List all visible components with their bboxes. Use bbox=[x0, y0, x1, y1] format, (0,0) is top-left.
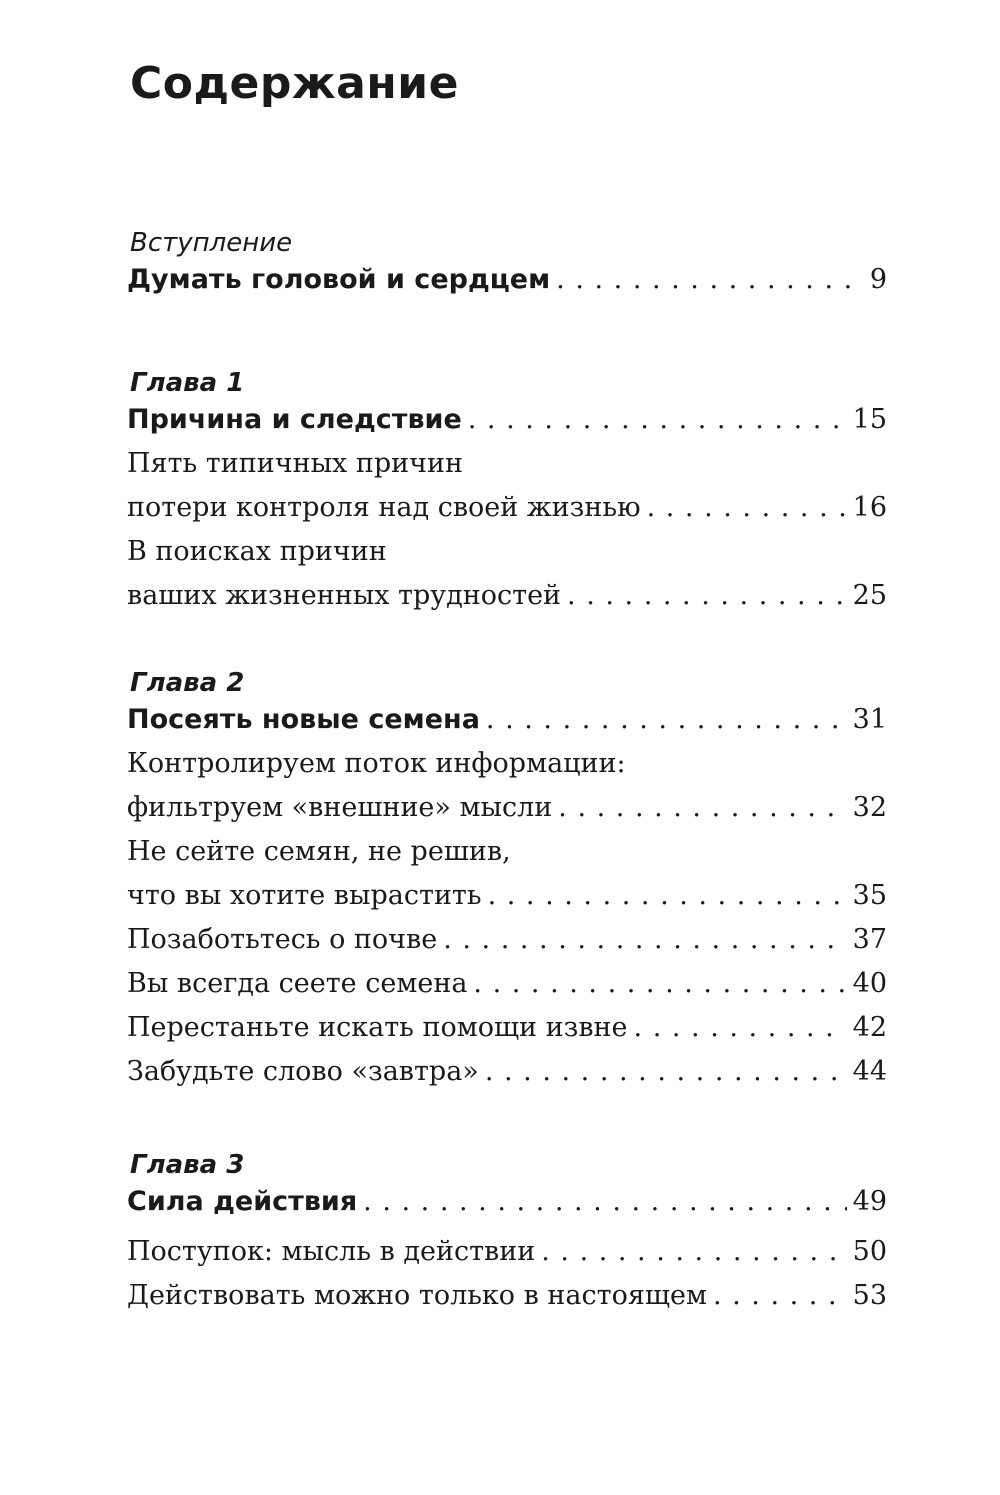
dot-leader bbox=[468, 404, 847, 435]
entry-title: Причина и следствие bbox=[127, 404, 462, 435]
dot-leader bbox=[541, 1236, 846, 1267]
page-number: 15 bbox=[852, 404, 887, 435]
toc-entry[interactable] bbox=[127, 924, 887, 955]
page-number: 44 bbox=[852, 1056, 887, 1087]
page-number: 42 bbox=[852, 1012, 887, 1043]
page-number: 35 bbox=[852, 880, 887, 911]
page-number: 25 bbox=[852, 580, 887, 611]
toc-entry[interactable] bbox=[127, 880, 887, 911]
entry-title: Поступок: мысль в действии bbox=[127, 1236, 536, 1267]
dot-leader bbox=[567, 580, 847, 611]
entry-title: Позаботьтесь о почве bbox=[127, 924, 438, 955]
dot-leader bbox=[634, 1012, 847, 1043]
toc-entry[interactable] bbox=[127, 580, 887, 611]
toc-entry[interactable] bbox=[127, 1280, 887, 1311]
entry-title: Думать головой и сердцем bbox=[127, 264, 551, 295]
page-title: Содержание bbox=[130, 58, 459, 109]
dot-leader bbox=[488, 880, 847, 911]
toc-entry[interactable] bbox=[127, 1056, 887, 1087]
entry-title: Посеять новые семена bbox=[127, 704, 480, 735]
entry-title: ваших жизненных трудностей bbox=[127, 580, 562, 611]
entry-title: Перестаньте искать помощи извне bbox=[127, 1012, 628, 1043]
page-number: 9 bbox=[869, 264, 887, 295]
section-heading[interactable] bbox=[127, 704, 887, 735]
entry-title: фильтруем «внешние» мысли bbox=[127, 792, 553, 823]
entry-line: Пять типичных причин bbox=[127, 448, 463, 479]
section-heading[interactable] bbox=[127, 404, 887, 435]
entry-line: В поисках причин bbox=[127, 536, 387, 567]
entry-title: Забудьте слово «завтра» bbox=[127, 1056, 479, 1087]
entry-title: Вы всегда сеете семена bbox=[127, 968, 468, 999]
dot-leader bbox=[485, 1056, 847, 1087]
toc-entry[interactable] bbox=[127, 492, 887, 523]
dot-leader bbox=[363, 1186, 846, 1217]
page-number: 37 bbox=[852, 924, 887, 955]
section-label: Глава 3 bbox=[130, 1150, 245, 1180]
dot-leader bbox=[556, 264, 864, 295]
dot-leader bbox=[443, 924, 846, 955]
entry-line: Не сейте семян, не решив, bbox=[127, 836, 511, 867]
dot-leader bbox=[713, 1280, 847, 1311]
dot-leader bbox=[558, 792, 846, 823]
page-number: 32 bbox=[852, 792, 887, 823]
section-label: Глава 2 bbox=[130, 668, 245, 698]
page-number: 53 bbox=[852, 1280, 887, 1311]
dot-leader bbox=[647, 492, 847, 523]
entry-title: Действовать можно только в настоящем bbox=[127, 1280, 707, 1311]
toc-entry[interactable] bbox=[127, 968, 887, 999]
page-number: 16 bbox=[852, 492, 887, 523]
entry-title: что вы хотите вырастить bbox=[127, 880, 482, 911]
toc-entry[interactable] bbox=[127, 792, 887, 823]
toc-entry[interactable] bbox=[127, 1236, 887, 1267]
section-heading[interactable] bbox=[127, 264, 887, 295]
entry-title: потери контроля над своей жизнью bbox=[127, 492, 641, 523]
section-label: Глава 1 bbox=[130, 368, 245, 398]
entry-title: Сила действия bbox=[127, 1186, 358, 1217]
page-number: 50 bbox=[852, 1236, 887, 1267]
toc-entry[interactable] bbox=[127, 1012, 887, 1043]
page-number: 31 bbox=[852, 704, 887, 735]
dot-leader bbox=[473, 968, 846, 999]
dot-leader bbox=[486, 704, 847, 735]
page-number: 49 bbox=[852, 1186, 887, 1217]
page-number: 40 bbox=[852, 968, 887, 999]
section-label: Вступление bbox=[130, 228, 293, 258]
entry-line: Контролируем поток информации: bbox=[127, 748, 626, 779]
section-heading[interactable] bbox=[127, 1186, 887, 1217]
